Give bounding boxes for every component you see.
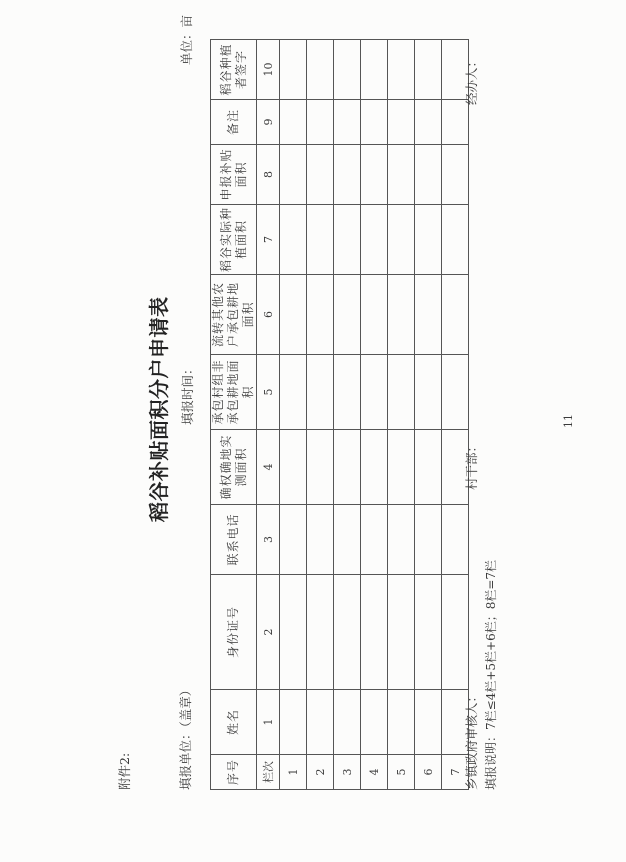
row-index: 7	[442, 755, 469, 790]
village-cadre-label: 村干部：	[464, 439, 479, 490]
blank-cell	[334, 690, 361, 755]
blank-cell	[388, 690, 415, 755]
blank-cell	[307, 100, 334, 145]
blank-cell	[388, 145, 415, 205]
blank-cell	[361, 145, 388, 205]
column-number-cell: 2	[257, 575, 280, 690]
header-cell-planted-area: 稻谷实际种植面积	[211, 205, 257, 275]
blank-cell	[361, 40, 388, 100]
blank-cell	[334, 40, 361, 100]
table-row	[388, 40, 415, 790]
blank-cell	[280, 100, 307, 145]
blank-cell	[388, 355, 415, 430]
blank-cell	[415, 100, 442, 145]
row-index: 6	[415, 755, 442, 790]
column-number-cell: 6	[257, 275, 280, 355]
blank-cell	[334, 430, 361, 505]
unit-label: 单位：亩	[179, 14, 194, 65]
reporting-time-label: 填报时间：	[180, 362, 195, 425]
blank-cell	[388, 40, 415, 100]
blank-cell	[307, 205, 334, 275]
blank-cell	[415, 355, 442, 430]
blank-cell	[307, 690, 334, 755]
row-index: 4	[361, 755, 388, 790]
blank-cell	[361, 575, 388, 690]
blank-cell	[442, 505, 469, 575]
page-number: 11	[562, 414, 575, 428]
blank-cell	[361, 100, 388, 145]
blank-cell	[307, 430, 334, 505]
blank-cell	[442, 205, 469, 275]
table-row	[334, 40, 361, 790]
blank-cell	[361, 690, 388, 755]
column-number-cell: 1	[257, 690, 280, 755]
blank-cell	[307, 575, 334, 690]
table-row	[307, 40, 334, 790]
blank-cell	[388, 100, 415, 145]
header-cell-subsidy-area: 申报补贴面积	[211, 145, 257, 205]
header-cell-non-contract-area: 承包村组非承包耕地面积	[211, 355, 257, 430]
blank-cell	[415, 430, 442, 505]
blank-cell	[334, 575, 361, 690]
blank-cell	[280, 145, 307, 205]
header-cell-transferred-area: 流转其他农户承包耕地面积	[211, 275, 257, 355]
blank-cell	[280, 275, 307, 355]
column-number-cell: 3	[257, 505, 280, 575]
column-number-cell: 7	[257, 205, 280, 275]
application-table	[210, 39, 469, 790]
blank-cell	[442, 355, 469, 430]
blank-cell	[415, 575, 442, 690]
header-cell-remarks: 备注	[211, 100, 257, 145]
blank-cell	[280, 430, 307, 505]
blank-cell	[442, 100, 469, 145]
header-cell-serial: 序号	[211, 755, 257, 790]
blank-cell	[442, 145, 469, 205]
blank-cell	[334, 100, 361, 145]
header-cell-id-number: 身份证号	[211, 575, 257, 690]
table-header-row	[211, 40, 257, 790]
blank-cell	[361, 355, 388, 430]
table-row	[415, 40, 442, 790]
row-index: 3	[334, 755, 361, 790]
row-index: 5	[388, 755, 415, 790]
header-cell-phone: 联系电话	[211, 505, 257, 575]
blank-cell	[334, 505, 361, 575]
row-index: 1	[280, 755, 307, 790]
column-number-cell: 栏次	[257, 755, 280, 790]
blank-cell	[361, 205, 388, 275]
header-cell-signature: 稻谷种植者签字	[211, 40, 257, 100]
page-title: 稻谷补贴面积分户申请表	[147, 296, 171, 522]
row-index: 2	[307, 755, 334, 790]
blank-cell	[442, 275, 469, 355]
blank-cell	[415, 690, 442, 755]
blank-cell	[415, 40, 442, 100]
table-row	[280, 40, 307, 790]
attachment-label: 附件2:	[117, 752, 132, 790]
town-reviewer-label: 乡镇政府审核人：	[464, 689, 479, 790]
column-number-cell: 10	[257, 40, 280, 100]
blank-cell	[307, 505, 334, 575]
header-cell-name: 姓名	[211, 690, 257, 755]
blank-cell	[388, 205, 415, 275]
blank-cell	[361, 275, 388, 355]
blank-cell	[361, 430, 388, 505]
blank-cell	[334, 145, 361, 205]
header-cell-measured-area: 确权确地实测面积	[211, 430, 257, 505]
table-row	[361, 40, 388, 790]
blank-cell	[280, 505, 307, 575]
table-row	[442, 40, 469, 790]
column-number-cell: 9	[257, 100, 280, 145]
handler-label: 经办人：	[464, 54, 479, 105]
blank-cell	[334, 275, 361, 355]
blank-cell	[307, 355, 334, 430]
blank-cell	[280, 205, 307, 275]
blank-cell	[415, 275, 442, 355]
blank-cell	[388, 575, 415, 690]
blank-cell	[307, 40, 334, 100]
blank-cell	[280, 575, 307, 690]
blank-cell	[388, 275, 415, 355]
blank-cell	[415, 205, 442, 275]
filling-instructions: 填报说明：7栏≤4栏+5栏+6栏；8栏=7栏	[484, 559, 498, 790]
blank-cell	[280, 690, 307, 755]
column-number-cell: 8	[257, 145, 280, 205]
blank-cell	[280, 355, 307, 430]
reporting-unit-label: 填报单位：（盖章）	[178, 683, 193, 790]
blank-cell	[388, 505, 415, 575]
blank-cell	[307, 275, 334, 355]
blank-cell	[280, 40, 307, 100]
blank-cell	[415, 505, 442, 575]
column-number-cell: 5	[257, 355, 280, 430]
blank-cell	[361, 505, 388, 575]
blank-cell	[334, 355, 361, 430]
blank-cell	[334, 205, 361, 275]
blank-cell	[442, 575, 469, 690]
column-number-cell: 4	[257, 430, 280, 505]
blank-cell	[307, 145, 334, 205]
blank-cell	[415, 145, 442, 205]
column-number-row	[257, 40, 280, 790]
blank-cell	[388, 430, 415, 505]
